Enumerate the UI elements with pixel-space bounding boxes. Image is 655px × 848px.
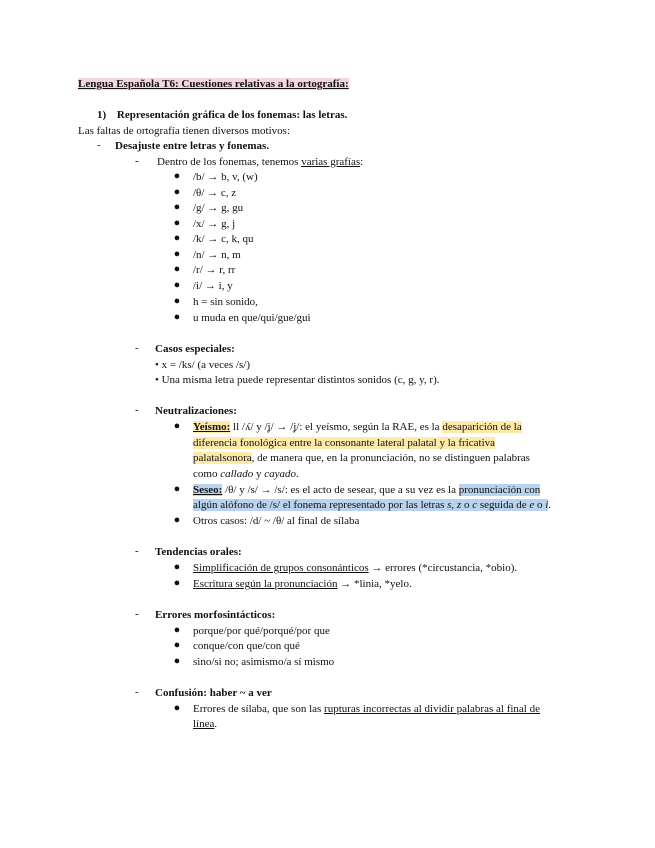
list-item: Escritura según la pronunciación → *linia, *yelo. (193, 578, 412, 590)
dash-marker: - (97, 139, 101, 151)
list-item: /θ/ → c, z (193, 187, 237, 199)
bullet-icon: ● (173, 624, 181, 636)
bullet-icon: ● (173, 263, 181, 275)
seseo-line-2: algún alófono de /s/ el fonema representado por las letras s, z o c seguida de e o i. (193, 499, 552, 511)
yeismo-label: Yeísmo: (193, 421, 231, 433)
tendencias-heading: Tendencias orales: (155, 546, 242, 558)
list-item: porque/por qué/porqué/por que (193, 625, 330, 637)
bullet-icon: ● (173, 420, 181, 432)
desajuste-heading: Desajuste entre letras y fonemas. (115, 140, 270, 152)
list-item: /r/ → r, rr (193, 264, 236, 276)
bullet-icon: ● (173, 483, 181, 495)
dash-marker: - (135, 545, 139, 557)
bullet-icon: ● (173, 655, 181, 667)
bullet-icon: ● (173, 232, 181, 244)
list-item: /g/ → g, gu (193, 202, 244, 214)
bullet-icon: ● (173, 639, 181, 651)
bullet-icon: ● (173, 279, 181, 291)
list-item: Simplificación de grupos consonánticos → errores (*circustancia, *obio). (193, 562, 518, 574)
seseo-label: Seseo: (193, 484, 223, 496)
yeismo-line-4: como callado y cayado. (193, 468, 299, 480)
list-item: h = sin sonido, (193, 296, 258, 308)
bullet-icon: ● (173, 295, 181, 307)
dash-marker: - (135, 342, 139, 354)
page-title: Lengua Española T6: Cuestiones relativas a la ortografía: (78, 78, 349, 90)
section-heading (97, 108, 347, 122)
yeismo-line-2: diferencia fonológica entre la consonante lateral palatal y la fricativa (193, 437, 496, 449)
bullet-icon: ● (173, 217, 181, 229)
list-item: /i/ → i, y (193, 280, 233, 292)
confusion-heading: Confusión: haber ~ a ver (155, 687, 272, 699)
casos-line: • x = /ks/ (a veces /s/) (155, 359, 250, 371)
bullet-icon: ● (173, 577, 181, 589)
casos-heading: Casos especiales: (155, 343, 235, 355)
bullet-icon: ● (173, 561, 181, 573)
errores-heading: Errores morfosintácticos: (155, 609, 276, 621)
otros-line: Otros casos: /d/ ~ /θ/ al final de sílaba (193, 515, 360, 527)
bullet-icon: ● (173, 186, 181, 198)
yeismo-line-1: Yeísmo: ll /ʎ/ y /ʝ/ → /ʝ/: el yeísmo, según la RAE, es la desaparición de la (193, 421, 522, 433)
list-item: sino/si no; asimismo/a sí mismo (193, 656, 335, 668)
bullet-icon: ● (173, 170, 181, 182)
bullet-icon: ● (173, 248, 181, 260)
dash-marker: - (135, 155, 139, 167)
yeismo-line-3: palatalsonora, de manera que, en la pronunciación, no se distinguen palabras (193, 452, 530, 464)
list-item: /n/ → n, m (193, 249, 241, 261)
dash-marker: - (135, 404, 139, 416)
desajuste-intro: Dentro de los fonemas, tenemos varias grafías: (157, 156, 364, 168)
neutral-heading: Neutralizaciones: (155, 405, 237, 417)
bullet-icon: ● (173, 201, 181, 213)
confusion-line-2: línea. (193, 718, 218, 730)
bullet-icon: ● (173, 514, 181, 526)
list-item: u muda en que/qui/gue/gui (193, 312, 311, 324)
section-number: 1) (97, 109, 107, 121)
dash-marker: - (135, 608, 139, 620)
bullet-icon: ● (173, 702, 181, 714)
list-item: /x/ → g, j (193, 218, 236, 230)
section-intro: Las faltas de ortografía tienen diversos motivos: (78, 125, 290, 137)
bullet-icon: ● (173, 311, 181, 323)
confusion-line-1: Errores de sílaba, que son las rupturas incorrectas al dividir palabras al final de (193, 703, 540, 715)
list-item: conque/con que/con qué (193, 640, 300, 652)
list-item: /b/ → b, v, (w) (193, 171, 258, 183)
section-title: Representación gráfica de los fonemas: las letras. (116, 109, 348, 121)
dash-marker: - (135, 686, 139, 698)
seseo-line-1: Seseo: /θ/ y /s/ → /s/: es el acto de sesear, que a su vez es la pronunciación con (193, 484, 541, 496)
list-item: /k/ → c, k, qu (193, 233, 254, 245)
casos-line: • Una misma letra puede representar distintos sonidos (c, g, y, r). (155, 374, 440, 386)
